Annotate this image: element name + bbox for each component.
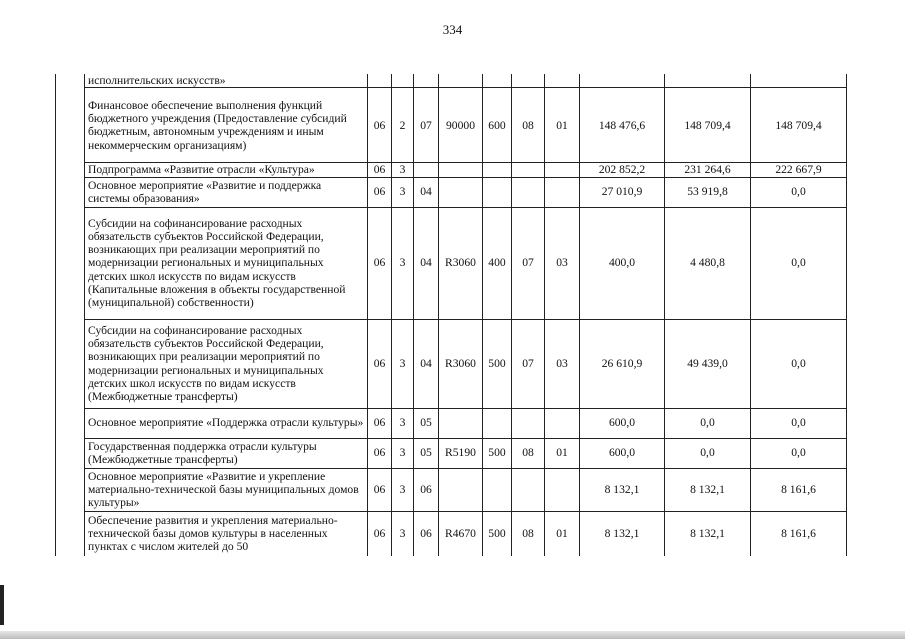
row-description: исполнительских искусств» — [85, 74, 368, 88]
cell-main-activity: 04 — [414, 319, 439, 408]
cell-expense-type: 600 — [483, 88, 512, 163]
row-number-cell — [56, 468, 85, 511]
cell-target-article: 06 — [368, 511, 392, 556]
cell-main-activity — [414, 74, 439, 88]
scan-edge-mark — [0, 585, 4, 625]
cell-amount-year-3 — [751, 74, 847, 88]
cell-amount-year-2 — [665, 74, 751, 88]
cell-subsection: 03 — [545, 319, 580, 408]
cell-amount-year-3: 148 709,4 — [751, 88, 847, 163]
cell-amount-year-1: 400,0 — [580, 207, 665, 319]
cell-direction — [439, 408, 483, 438]
row-number-cell — [56, 511, 85, 556]
table-row — [56, 177, 847, 207]
cell-amount-year-1: 8 132,1 — [580, 511, 665, 556]
cell-section: 07 — [512, 207, 545, 319]
cell-subsection: 01 — [545, 511, 580, 556]
cell-main-activity — [414, 163, 439, 177]
cell-subprogram: 3 — [392, 319, 414, 408]
cell-section: 08 — [512, 88, 545, 163]
cell-expense-type — [483, 163, 512, 177]
cell-expense-type: 500 — [483, 319, 512, 408]
cell-target-article: 06 — [368, 468, 392, 511]
cell-subprogram — [392, 74, 414, 88]
table-row — [56, 408, 847, 438]
cell-direction — [439, 74, 483, 88]
cell-expense-type — [483, 74, 512, 88]
cell-subprogram: 2 — [392, 88, 414, 163]
cell-main-activity: 07 — [414, 88, 439, 163]
cell-section — [512, 74, 545, 88]
cell-amount-year-2: 53 919,8 — [665, 177, 751, 207]
cell-direction: R4670 — [439, 511, 483, 556]
cell-direction — [439, 177, 483, 207]
cell-amount-year-2: 8 132,1 — [665, 468, 751, 511]
cell-target-article — [368, 74, 392, 88]
cell-subsection — [545, 408, 580, 438]
cell-amount-year-1: 8 132,1 — [580, 468, 665, 511]
cell-main-activity: 05 — [414, 408, 439, 438]
row-description: Государственная поддержка отрасли культуры (Межбюджетные трансферты) — [85, 438, 368, 468]
table-row — [56, 511, 847, 556]
cell-direction — [439, 163, 483, 177]
cell-amount-year-2: 0,0 — [665, 408, 751, 438]
row-number-cell — [56, 319, 85, 408]
cell-amount-year-1: 202 852,2 — [580, 163, 665, 177]
cell-subprogram: 3 — [392, 163, 414, 177]
cell-expense-type — [483, 468, 512, 511]
cell-subsection: 01 — [545, 88, 580, 163]
cell-target-article: 06 — [368, 438, 392, 468]
cell-subsection: 01 — [545, 438, 580, 468]
cell-main-activity: 05 — [414, 438, 439, 468]
row-description: Финансовое обеспечение выполнения функций бюджетного учреждения (Предоставление субсидий бюджетным, автономным учреждениям и иным некоммерческим организациям) — [85, 88, 368, 163]
row-number-cell — [56, 74, 85, 88]
cell-section — [512, 468, 545, 511]
cell-target-article: 06 — [368, 207, 392, 319]
cell-target-article: 06 — [368, 408, 392, 438]
cell-amount-year-3: 0,0 — [751, 319, 847, 408]
cell-direction — [439, 468, 483, 511]
cell-expense-type: 400 — [483, 207, 512, 319]
cell-main-activity: 06 — [414, 468, 439, 511]
cell-subsection — [545, 163, 580, 177]
row-description: Обеспечение развития и укрепления материально-технической базы домов культуры в населенных пунктах с числом жителей до 50 — [85, 511, 368, 556]
cell-expense-type — [483, 408, 512, 438]
cell-amount-year-1: 26 610,9 — [580, 319, 665, 408]
cell-amount-year-3: 0,0 — [751, 177, 847, 207]
cell-main-activity: 06 — [414, 511, 439, 556]
cell-main-activity: 04 — [414, 177, 439, 207]
cell-subsection: 03 — [545, 207, 580, 319]
cell-direction: R3060 — [439, 319, 483, 408]
cell-amount-year-2: 148 709,4 — [665, 88, 751, 163]
cell-subprogram: 3 — [392, 468, 414, 511]
row-description: Субсидии на софинансирование расходных обязательств субъектов Российской Федерации, возникающих при реализации мероприятий по модернизации региональных и муниципальных детских школ искусств по видам искусств (Капитальные вложения в объекты государственной (муниципальной) собственности) — [85, 207, 368, 319]
cell-amount-year-2: 231 264,6 — [665, 163, 751, 177]
cell-expense-type: 500 — [483, 511, 512, 556]
row-number-cell — [56, 207, 85, 319]
table-row — [56, 207, 847, 319]
cell-expense-type: 500 — [483, 438, 512, 468]
cell-target-article: 06 — [368, 319, 392, 408]
cell-target-article: 06 — [368, 177, 392, 207]
page-number: 334 — [442, 22, 463, 37]
cell-target-article: 06 — [368, 88, 392, 163]
budget-table — [55, 74, 847, 556]
table-row — [56, 468, 847, 511]
cell-amount-year-2: 8 132,1 — [665, 511, 751, 556]
table-row — [56, 74, 847, 88]
row-number-cell — [56, 438, 85, 468]
cell-direction: R5190 — [439, 438, 483, 468]
table-row — [56, 163, 847, 177]
table-row — [56, 438, 847, 468]
row-number-cell — [56, 177, 85, 207]
cell-subprogram: 3 — [392, 207, 414, 319]
cell-subprogram: 3 — [392, 408, 414, 438]
table-row — [56, 88, 847, 163]
cell-amount-year-3: 8 161,6 — [751, 511, 847, 556]
cell-amount-year-1: 27 010,9 — [580, 177, 665, 207]
cell-amount-year-2: 49 439,0 — [665, 319, 751, 408]
cell-amount-year-1 — [580, 74, 665, 88]
row-description: Субсидии на софинансирование расходных обязательств субъектов Российской Федерации, возникающих при реализации мероприятий по модернизации региональных и муниципальных детских школ искусств по видам искусств (Межбюджетные трансферты) — [85, 319, 368, 408]
cell-section — [512, 177, 545, 207]
row-description: Основное мероприятие «Развитие и укрепление материально-технической базы муниципальных домов культуры» — [85, 468, 368, 511]
cell-amount-year-3: 222 667,9 — [751, 163, 847, 177]
cell-amount-year-1: 148 476,6 — [580, 88, 665, 163]
cell-direction: R3060 — [439, 207, 483, 319]
cell-amount-year-3: 0,0 — [751, 438, 847, 468]
row-description: Подпрограмма «Развитие отрасли «Культура» — [85, 163, 368, 177]
cell-amount-year-2: 0,0 — [665, 438, 751, 468]
row-number-cell — [56, 88, 85, 163]
cell-amount-year-1: 600,0 — [580, 438, 665, 468]
cell-section — [512, 408, 545, 438]
cell-direction: 90000 — [439, 88, 483, 163]
table-row — [56, 319, 847, 408]
row-number-cell — [56, 163, 85, 177]
cell-amount-year-3: 0,0 — [751, 408, 847, 438]
cell-subsection — [545, 74, 580, 88]
scan-bottom-edge — [0, 631, 905, 639]
cell-target-article: 06 — [368, 163, 392, 177]
row-description: Основное мероприятие «Развитие и поддержка системы образования» — [85, 177, 368, 207]
cell-subprogram: 3 — [392, 511, 414, 556]
cell-main-activity: 04 — [414, 207, 439, 319]
cell-section: 08 — [512, 511, 545, 556]
cell-subprogram: 3 — [392, 177, 414, 207]
cell-amount-year-1: 600,0 — [580, 408, 665, 438]
cell-section: 07 — [512, 319, 545, 408]
cell-section: 08 — [512, 438, 545, 468]
row-number-cell — [56, 408, 85, 438]
cell-subprogram: 3 — [392, 438, 414, 468]
cell-amount-year-3: 8 161,6 — [751, 468, 847, 511]
cell-section — [512, 163, 545, 177]
row-description: Основное мероприятие «Поддержка отрасли культуры» — [85, 408, 368, 438]
cell-subsection — [545, 468, 580, 511]
cell-amount-year-3: 0,0 — [751, 207, 847, 319]
cell-subsection — [545, 177, 580, 207]
cell-expense-type — [483, 177, 512, 207]
cell-amount-year-2: 4 480,8 — [665, 207, 751, 319]
